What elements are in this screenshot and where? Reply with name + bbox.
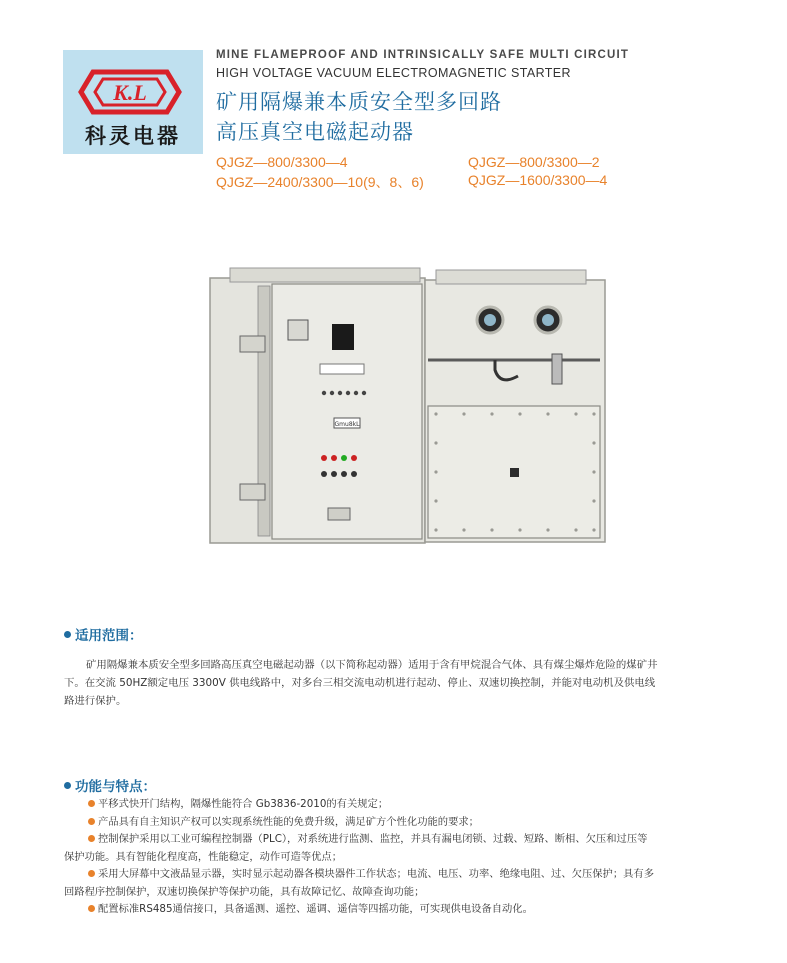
model-number: QJGZ—800/3300—2	[468, 154, 600, 170]
scope-line: 路进行保护。	[64, 695, 127, 707]
scope-line: 下。在交流 50HZ额定电压 3300V 供电线路中，对多台三相交流电动机进行起动、停止、双速切换控制，并能对电动机及供电线	[64, 677, 656, 689]
panel-label: Gmu8kL	[334, 421, 360, 428]
feature-item: 平移式快开门结构，隔爆性能符合 Gb3836-2010的有关规定；	[64, 796, 754, 814]
feature-item-continued: 回路程序控制保护，双速切换保护等保护功能，具有故障记忆、故障查询功能；	[64, 885, 425, 898]
bullet-icon	[88, 905, 95, 912]
chinese-title-line2: 高压真空电磁起动器	[216, 120, 414, 144]
scope-paragraph	[64, 656, 744, 710]
kl-emblem-icon	[77, 68, 183, 116]
bullet-icon	[88, 818, 95, 825]
model-number: QJGZ—1600/3300—4	[468, 172, 608, 188]
bullet-icon	[88, 835, 95, 842]
section-bullet-icon	[64, 782, 71, 789]
feature-item: 采用大屏幕中文液晶显示器，实时显示起动器各模块器件工作状态；电流、电压、功率、绝缘电阻、过、欠压保护；具有多	[64, 866, 754, 884]
scope-heading	[64, 624, 143, 644]
features-heading-text: 功能与特点：	[75, 779, 156, 795]
scope-heading-text: 适用范围：	[75, 628, 143, 644]
feature-item: 产品具有自主知识产权可以实现系统性能的免费升级，满足矿方个性化功能的要求；	[64, 814, 754, 832]
feature-item-continued: 保护功能。具有智能化程度高，性能稳定，动作可造等优点；	[64, 850, 343, 863]
english-title-line1: MINE FLAMEPROOF AND INTRINSICALLY SAFE MULTI CIRCUIT	[216, 49, 630, 61]
feature-item: 控制保护采用以工业可编程控制器（PLC），对系统进行监测、监控，并具有漏电闭锁、过载、短路、断相、欠压和过压等	[64, 831, 754, 849]
features-heading	[64, 775, 156, 795]
feature-item: 配置标准RS485通信接口，具备遥测、遥控、遥调、遥信等四摇功能，可实现供电设备自动化。	[64, 901, 754, 919]
bullet-icon	[88, 800, 95, 807]
product-photo	[200, 258, 620, 548]
bullet-icon	[88, 870, 95, 877]
section-bullet-icon	[64, 631, 71, 638]
scope-line: 矿用隔爆兼本质安全型多回路高压真空电磁起动器（以下简称起动器）适用于含有甲烷混合气体、具有煤尘爆炸危险的煤矿井	[86, 659, 658, 671]
company-logo	[63, 50, 203, 154]
model-number: QJGZ—2400/3300—10(9、8、6)	[216, 174, 424, 190]
features-list	[64, 796, 754, 919]
chinese-title-line1: 矿用隔爆兼本质安全型多回路	[216, 90, 502, 114]
logo-name: 科灵电器	[85, 124, 181, 148]
model-number: QJGZ—800/3300—4	[216, 154, 348, 170]
logo-emblem-text: K.L	[113, 80, 147, 105]
english-title-line2: HIGH VOLTAGE VACUUM ELECTROMAGNETIC STARTER	[216, 66, 571, 80]
